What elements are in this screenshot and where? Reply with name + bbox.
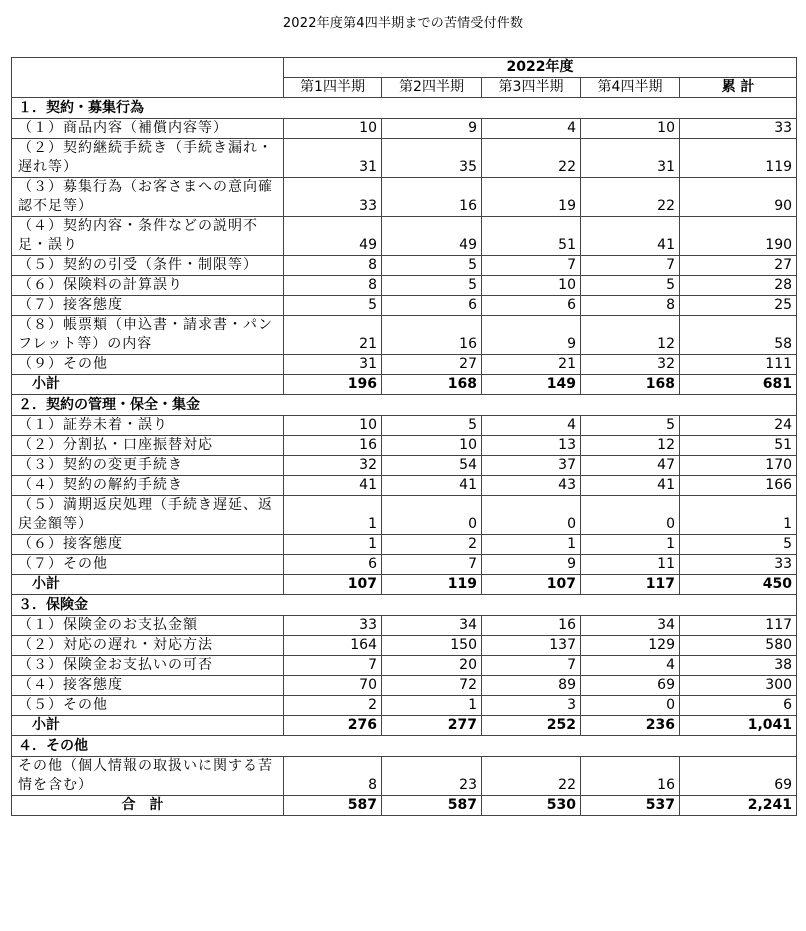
value-cell: 252 <box>482 716 581 736</box>
value-cell: 11 <box>581 555 680 575</box>
value-cell: 21 <box>284 316 382 355</box>
value-cell: 10 <box>382 436 482 456</box>
row-label: （２）契約継続手続き（手続き漏れ・遅れ等） <box>12 139 284 178</box>
row-label: （５）その他 <box>12 696 284 716</box>
value-cell: 20 <box>382 656 482 676</box>
value-cell: 1 <box>382 696 482 716</box>
value-cell: 41 <box>581 476 680 496</box>
value-cell: 33 <box>284 616 382 636</box>
section-title: ２．契約の管理・保全・集金 <box>12 395 797 416</box>
value-cell: 54 <box>382 456 482 476</box>
value-cell: 7 <box>482 256 581 276</box>
table-row <box>12 416 797 436</box>
value-cell: 0 <box>581 496 680 535</box>
row-label: （３）契約の変更手続き <box>12 456 284 476</box>
value-cell: 6 <box>482 296 581 316</box>
value-cell: 276 <box>284 716 382 736</box>
value-cell: 33 <box>680 119 797 139</box>
value-cell: 107 <box>482 575 581 595</box>
row-label: その他（個人情報の取扱いに関する苦情を含む） <box>12 757 284 796</box>
header-q2: 第2四半期 <box>382 78 482 98</box>
table-row <box>12 696 797 716</box>
value-cell: 10 <box>482 276 581 296</box>
table-row <box>12 676 797 696</box>
value-cell: 149 <box>482 375 581 395</box>
table-row <box>12 256 797 276</box>
value-cell: 236 <box>581 716 680 736</box>
table-row <box>12 456 797 476</box>
row-label: （５）満期返戻処理（手続き遅延、返戻金額等） <box>12 496 284 535</box>
subtotal-label: 小計 <box>12 716 284 736</box>
value-cell: 43 <box>482 476 581 496</box>
value-cell: 7 <box>482 656 581 676</box>
value-cell: 168 <box>581 375 680 395</box>
value-cell: 5 <box>382 276 482 296</box>
section-title: ３．保険金 <box>12 595 797 616</box>
value-cell: 450 <box>680 575 797 595</box>
value-cell: 7 <box>581 256 680 276</box>
value-cell: 33 <box>284 178 382 217</box>
header-q1: 第1四半期 <box>284 78 382 98</box>
value-cell: 16 <box>284 436 382 456</box>
section-header-row <box>12 736 797 757</box>
row-label: （８）帳票類（申込書・請求書・パンフレット等）の内容 <box>12 316 284 355</box>
row-label: （５）契約の引受（条件・制限等） <box>12 256 284 276</box>
value-cell: 587 <box>382 796 482 816</box>
table-row <box>12 276 797 296</box>
table-row <box>12 217 797 256</box>
row-label: （４）接客態度 <box>12 676 284 696</box>
value-cell: 4 <box>482 119 581 139</box>
value-cell: 72 <box>382 676 482 696</box>
value-cell: 37 <box>482 456 581 476</box>
value-cell: 32 <box>581 355 680 375</box>
value-cell: 5 <box>284 296 382 316</box>
value-cell: 0 <box>382 496 482 535</box>
value-cell: 31 <box>284 139 382 178</box>
value-cell: 32 <box>284 456 382 476</box>
value-cell: 0 <box>482 496 581 535</box>
value-cell: 1 <box>581 535 680 555</box>
header-year: 2022年度 <box>284 58 797 78</box>
value-cell: 70 <box>284 676 382 696</box>
value-cell: 1 <box>284 535 382 555</box>
section-title: １．契約・募集行為 <box>12 98 797 119</box>
value-cell: 34 <box>581 616 680 636</box>
grand-total-label: 合計 <box>12 796 284 816</box>
value-cell: 119 <box>680 139 797 178</box>
grand-total-row <box>12 796 797 816</box>
value-cell: 8 <box>284 276 382 296</box>
value-cell: 22 <box>482 757 581 796</box>
row-label: （６）保険料の計算誤り <box>12 276 284 296</box>
value-cell: 5 <box>581 276 680 296</box>
value-cell: 41 <box>382 476 482 496</box>
table-row <box>12 436 797 456</box>
subtotal-row <box>12 375 797 395</box>
value-cell: 23 <box>382 757 482 796</box>
value-cell: 137 <box>482 636 581 656</box>
value-cell: 49 <box>284 217 382 256</box>
value-cell: 21 <box>482 355 581 375</box>
header-corner-cell <box>12 58 284 98</box>
value-cell: 49 <box>382 217 482 256</box>
value-cell: 537 <box>581 796 680 816</box>
section-header-row <box>12 98 797 119</box>
value-cell: 51 <box>680 436 797 456</box>
value-cell: 5 <box>680 535 797 555</box>
value-cell: 16 <box>382 316 482 355</box>
value-cell: 111 <box>680 355 797 375</box>
table-row <box>12 139 797 178</box>
row-label: （１）証券未着・誤り <box>12 416 284 436</box>
table-row <box>12 296 797 316</box>
value-cell: 164 <box>284 636 382 656</box>
value-cell: 119 <box>382 575 482 595</box>
value-cell: 58 <box>680 316 797 355</box>
row-label: （２）分割払・口座振替対応 <box>12 436 284 456</box>
value-cell: 33 <box>680 555 797 575</box>
value-cell: 4 <box>581 656 680 676</box>
value-cell: 10 <box>284 119 382 139</box>
value-cell: 31 <box>284 355 382 375</box>
header-year-row <box>12 58 797 78</box>
value-cell: 166 <box>680 476 797 496</box>
row-label: （９）その他 <box>12 355 284 375</box>
table-row <box>12 555 797 575</box>
value-cell: 22 <box>482 139 581 178</box>
value-cell: 31 <box>581 139 680 178</box>
value-cell: 13 <box>482 436 581 456</box>
value-cell: 587 <box>284 796 382 816</box>
row-label: （７）接客態度 <box>12 296 284 316</box>
value-cell: 10 <box>284 416 382 436</box>
value-cell: 117 <box>581 575 680 595</box>
value-cell: 7 <box>382 555 482 575</box>
value-cell: 6 <box>680 696 797 716</box>
complaints-table <box>11 57 797 816</box>
value-cell: 38 <box>680 656 797 676</box>
value-cell: 19 <box>482 178 581 217</box>
row-label: （６）接客態度 <box>12 535 284 555</box>
row-label: （４）契約の解約手続き <box>12 476 284 496</box>
table-row <box>12 616 797 636</box>
row-label: （１）商品内容（補償内容等） <box>12 119 284 139</box>
section-title: ４．その他 <box>12 736 797 757</box>
value-cell: 277 <box>382 716 482 736</box>
value-cell: 530 <box>482 796 581 816</box>
value-cell: 35 <box>382 139 482 178</box>
value-cell: 170 <box>680 456 797 476</box>
value-cell: 681 <box>680 375 797 395</box>
value-cell: 8 <box>284 757 382 796</box>
table-row <box>12 178 797 217</box>
table-row <box>12 535 797 555</box>
subtotal-row <box>12 716 797 736</box>
value-cell: 5 <box>382 416 482 436</box>
table-row <box>12 757 797 796</box>
value-cell: 107 <box>284 575 382 595</box>
value-cell: 9 <box>382 119 482 139</box>
value-cell: 4 <box>482 416 581 436</box>
value-cell: 9 <box>482 555 581 575</box>
table-row <box>12 496 797 535</box>
value-cell: 129 <box>581 636 680 656</box>
value-cell: 580 <box>680 636 797 656</box>
value-cell: 22 <box>581 178 680 217</box>
value-cell: 16 <box>482 616 581 636</box>
table-row <box>12 119 797 139</box>
value-cell: 27 <box>382 355 482 375</box>
row-label: （２）対応の遅れ・対応方法 <box>12 636 284 656</box>
value-cell: 6 <box>284 555 382 575</box>
value-cell: 5 <box>581 416 680 436</box>
value-cell: 12 <box>581 436 680 456</box>
table-body <box>12 98 797 816</box>
value-cell: 0 <box>581 696 680 716</box>
table-row <box>12 355 797 375</box>
table-row <box>12 476 797 496</box>
value-cell: 9 <box>482 316 581 355</box>
row-label: （３）保険金お支払いの可否 <box>12 656 284 676</box>
value-cell: 24 <box>680 416 797 436</box>
value-cell: 300 <box>680 676 797 696</box>
value-cell: 5 <box>382 256 482 276</box>
value-cell: 16 <box>382 178 482 217</box>
value-cell: 34 <box>382 616 482 636</box>
value-cell: 117 <box>680 616 797 636</box>
value-cell: 41 <box>581 217 680 256</box>
value-cell: 8 <box>581 296 680 316</box>
value-cell: 1 <box>680 496 797 535</box>
value-cell: 1 <box>482 535 581 555</box>
value-cell: 69 <box>581 676 680 696</box>
value-cell: 190 <box>680 217 797 256</box>
value-cell: 2 <box>284 696 382 716</box>
subtotal-label: 小計 <box>12 575 284 595</box>
subtotal-row <box>12 575 797 595</box>
header-q3: 第3四半期 <box>482 78 581 98</box>
value-cell: 90 <box>680 178 797 217</box>
value-cell: 28 <box>680 276 797 296</box>
value-cell: 7 <box>284 656 382 676</box>
value-cell: 12 <box>581 316 680 355</box>
value-cell: 69 <box>680 757 797 796</box>
value-cell: 10 <box>581 119 680 139</box>
row-label: （１）保険金のお支払金額 <box>12 616 284 636</box>
value-cell: 150 <box>382 636 482 656</box>
value-cell: 51 <box>482 217 581 256</box>
table-row <box>12 656 797 676</box>
page-title: 2022年度第4四半期までの苦情受付件数 <box>282 16 524 31</box>
value-cell: 3 <box>482 696 581 716</box>
row-label: （４）契約内容・条件などの説明不足・誤り <box>12 217 284 256</box>
value-cell: 47 <box>581 456 680 476</box>
value-cell: 1 <box>284 496 382 535</box>
value-cell: 168 <box>382 375 482 395</box>
section-header-row <box>12 595 797 616</box>
header-q4: 第4四半期 <box>581 78 680 98</box>
row-label: （３）募集行為（お客さまへの意向確認不足等） <box>12 178 284 217</box>
table-row <box>12 636 797 656</box>
value-cell: 16 <box>581 757 680 796</box>
value-cell: 1,041 <box>680 716 797 736</box>
value-cell: 27 <box>680 256 797 276</box>
value-cell: 196 <box>284 375 382 395</box>
value-cell: 89 <box>482 676 581 696</box>
value-cell: 2,241 <box>680 796 797 816</box>
subtotal-label: 小計 <box>12 375 284 395</box>
value-cell: 2 <box>382 535 482 555</box>
value-cell: 6 <box>382 296 482 316</box>
value-cell: 41 <box>284 476 382 496</box>
value-cell: 25 <box>680 296 797 316</box>
row-label: （７）その他 <box>12 555 284 575</box>
header-cumulative: 累 計 <box>680 78 797 98</box>
table-row <box>12 316 797 355</box>
value-cell: 8 <box>284 256 382 276</box>
section-header-row <box>12 395 797 416</box>
